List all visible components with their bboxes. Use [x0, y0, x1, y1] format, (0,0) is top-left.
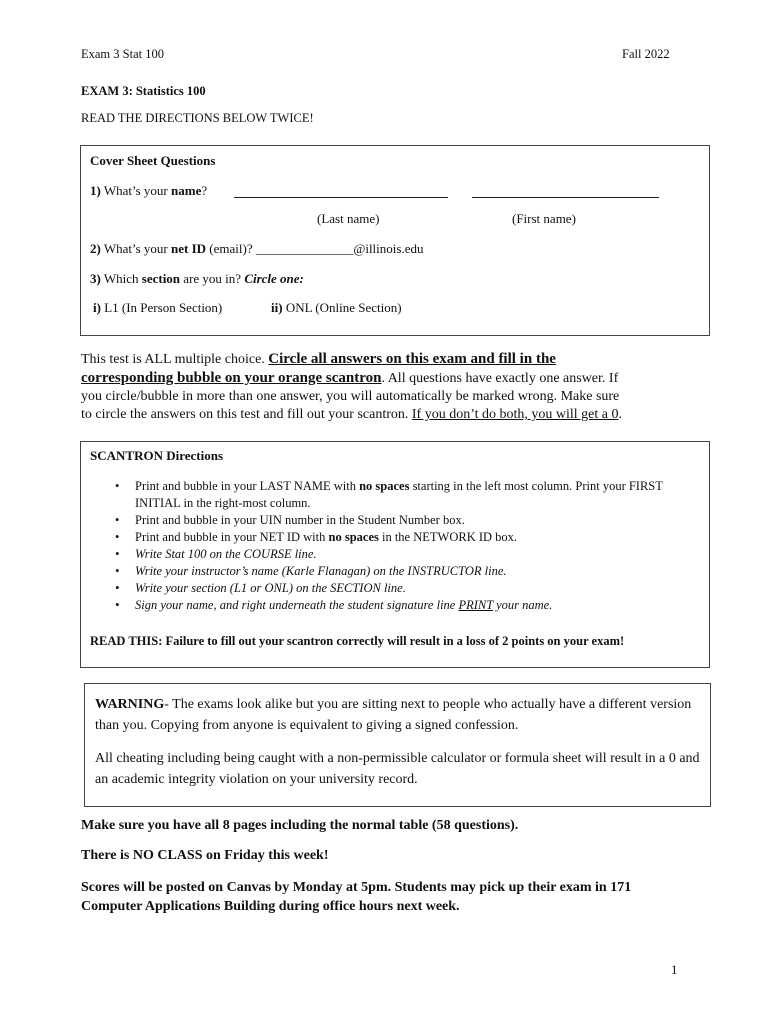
item3-b: no spaces: [328, 530, 379, 544]
scantron-item: • Print and bubble in your UIN number in the Student Number box.: [101, 512, 691, 529]
intro-p4: to circle the answers on this test and fill out your scantron.: [81, 407, 412, 422]
q3-pre: Which: [103, 271, 142, 286]
q3-bold: section: [141, 271, 181, 286]
intro-p2: . All questions have exactly one answer. If: [381, 371, 619, 386]
exam-title: EXAM 3: Statistics 100: [81, 84, 206, 98]
item1-a: Print and bubble in your LAST NAME with: [135, 479, 360, 493]
intro-p1: This test is ALL multiple choice.: [81, 352, 269, 367]
scantron-item: • Write Stat 100 on the COURSE line.: [101, 546, 691, 563]
opt2-text: ONL (Online Section): [282, 300, 402, 315]
item7-a: Sign your name, and right underneath the student signature line: [135, 598, 459, 612]
section-option-l1[interactable]: [93, 300, 222, 316]
q3-circle-instruction: Circle one:: [244, 271, 304, 286]
scantron-item: • Write your instructor’s name (Karle Flanagan) on the INSTRUCTOR line.: [101, 563, 691, 580]
read-directions-note: READ THE DIRECTIONS BELOW TWICE!: [81, 111, 314, 125]
intro-end: .: [618, 407, 622, 422]
intro-bold-2: corresponding bubble on your orange scantron: [81, 370, 382, 386]
intro-underlined-end: If you don’t do both, you will get a 0: [411, 407, 619, 422]
opt1-text: L1 (In Person Section): [100, 300, 223, 315]
section-option-onl[interactable]: [271, 300, 402, 316]
scores-note: Scores will be posted on Canvas by Monday at 5pm. Students may pick up their exam in 171 Computer Applications Building during office hours next week.: [81, 880, 632, 914]
warning-p2: All cheating including being caught with a non-permissible calculator or formula sheet will result in a 0 and an academic integrity violation on your university record.: [95, 751, 700, 787]
scantron-heading: SCANTRON Directions: [90, 448, 224, 463]
last-name-label: (Last name): [317, 211, 380, 226]
q3-num: 3): [90, 271, 101, 286]
scantron-list: [101, 478, 691, 614]
scantron-box: [80, 441, 710, 668]
intro-p3: you circle/bubble in more than one answer, you will automatically be marked wrong. Make sure: [81, 389, 620, 404]
item1-b: no spaces: [359, 479, 410, 493]
intro-paragraph: [81, 350, 681, 424]
item7-b: PRINT: [458, 598, 493, 612]
scantron-item: [101, 597, 691, 614]
first-name-label: (First name): [512, 211, 576, 226]
header-term: Fall 2022: [622, 47, 670, 61]
last-name-blank[interactable]: [234, 197, 448, 198]
q2-post: (email)?: [206, 241, 253, 256]
q1-bold: name: [171, 183, 202, 198]
q1-num: 1): [90, 183, 101, 198]
netid-domain: @illinois.edu: [353, 241, 424, 256]
cover-heading: Cover Sheet Questions: [90, 153, 216, 168]
q1-post: ?: [201, 183, 208, 198]
read-this-warning: READ THIS: Failure to fill out your scantron correctly will result in a loss of 2 points on your exam!: [90, 634, 625, 648]
q1-name: [90, 183, 207, 199]
q3-section: [90, 271, 304, 287]
pages-note: Make sure you have all 8 pages including the normal table (58 questions).: [81, 818, 519, 833]
item3-a: Print and bubble in your NET ID with: [135, 530, 329, 544]
cover-sheet-box: [80, 145, 710, 336]
item7-c: your name.: [492, 598, 553, 612]
warning-text: - The exams look alike but you are sitting next to people who actually have a different version than you. Copying from anyone is equivalent to giving a signed confession.: [95, 697, 692, 733]
opt2-num: ii): [271, 300, 283, 315]
scantron-item: • Write your section (L1 or ONL) on the SECTION line.: [101, 580, 691, 597]
opt1-num: i): [93, 300, 101, 315]
q2-num: 2): [90, 241, 101, 256]
scantron-item: [101, 529, 691, 546]
page-number: 1: [671, 962, 678, 977]
netid-blank[interactable]: _______________: [255, 241, 354, 256]
item1-c: starting in the left most column. Print your FIRST INITIAL in the right-most column.: [135, 479, 663, 510]
warning-label: WARNING: [95, 697, 165, 712]
q3-post: are you in?: [180, 271, 245, 286]
no-class-note: There is NO CLASS on Friday this week!: [81, 848, 329, 863]
warning-box: [84, 683, 711, 807]
intro-bold-1: Circle all answers on this exam and fill in the: [268, 351, 556, 367]
q1-pre: What’s your: [103, 183, 172, 198]
item3-c: in the NETWORK ID box.: [378, 530, 518, 544]
warning-p1: [95, 694, 703, 736]
q2-bold: net ID: [171, 241, 207, 256]
q2-netid: [90, 241, 423, 257]
scantron-item: [101, 478, 691, 512]
first-name-blank[interactable]: [472, 197, 659, 198]
header-course: Exam 3 Stat 100: [81, 47, 164, 61]
q2-pre: What’s your: [103, 241, 172, 256]
